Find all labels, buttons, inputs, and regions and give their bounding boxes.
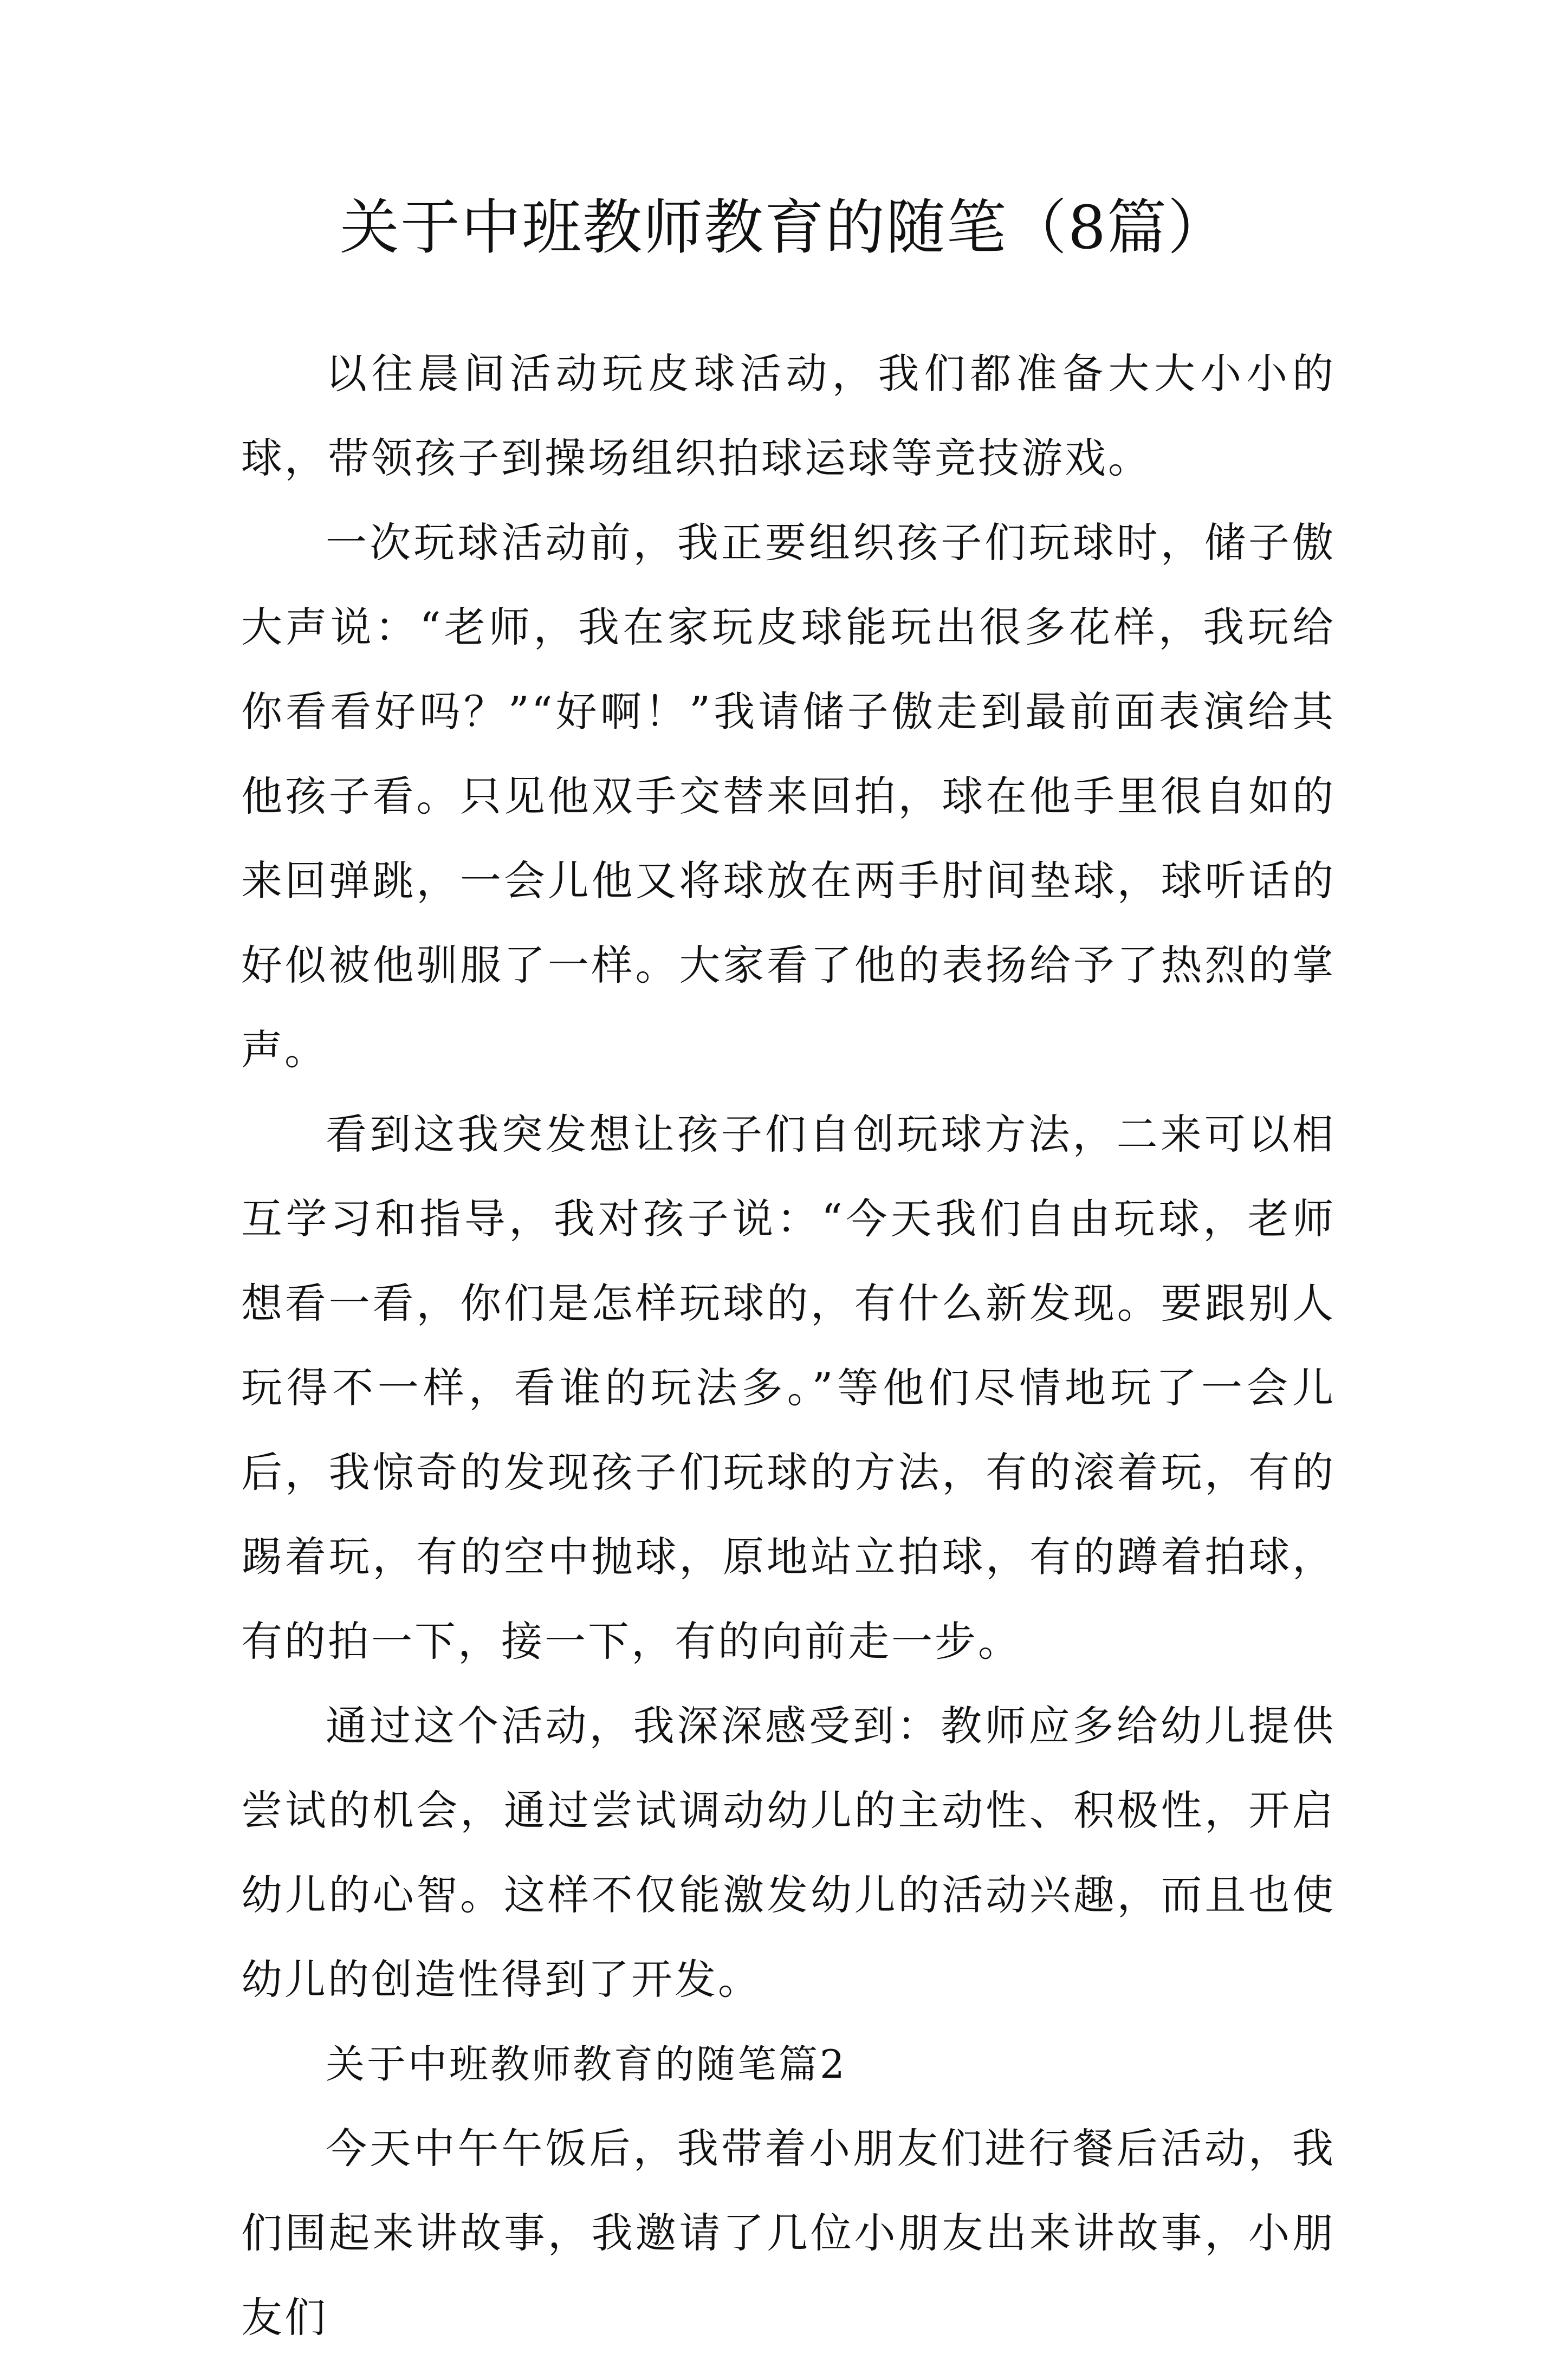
paragraph: 看到这我突发想让孩子们自创玩球方法，二来可以相互学习和指导，我对孩子说：“今天我们自由玩球，老师想看一看，你们是怎样玩球的，有什么新发现。要跟别人玩得不一样，看谁的玩法多。”等他们尽情地玩了一会儿后，我惊奇的发现孩子们玩球的方法，有的滚着玩，有的踢着玩，有的空中抛球，原地站立拍球，有的蹲着拍球，有的拍一下，接一下，有的向前走一步。 (241, 1110, 1336, 1665)
section-heading: 关于中班教师教育的随笔篇2 (326, 2041, 847, 2087)
document-body (241, 332, 1336, 2360)
paragraph: 以往晨间活动玩皮球活动，我们都准备大大小小的球，带领孩子到操场组织拍球运球等竞技游戏。 (241, 349, 1336, 482)
paragraph: 今天中午午饭后，我带着小朋友们进行餐后活动，我们围起来讲故事，我邀请了几位小朋友出来讲故事，小朋友们 (241, 2124, 1336, 2342)
document-title: 关于中班教师教育的随笔（8篇） (340, 193, 1228, 262)
paragraph: 通过这个活动，我深深感受到：教师应多给幼儿提供尝试的机会，通过尝试调动幼儿的主动性、积极性，开启幼儿的心智。这样不仅能激发幼儿的活动兴趣，而且也使幼儿的创造性得到了开发。 (241, 1702, 1336, 2004)
paragraph: 一次玩球活动前，我正要组织孩子们玩球时，储子傲大声说：“老师，我在家玩皮球能玩出很多花样，我玩给你看看好吗？”“好啊！”我请储子傲走到最前面表演给其他孩子看。只见他双手交替来回拍，球在他手里很自如的来回弹跳，一会儿他又将球放在两手肘间垫球，球听话的好似被他驯服了一样。大家看了他的表扬给予了热烈的掌声。 (241, 518, 1336, 1074)
